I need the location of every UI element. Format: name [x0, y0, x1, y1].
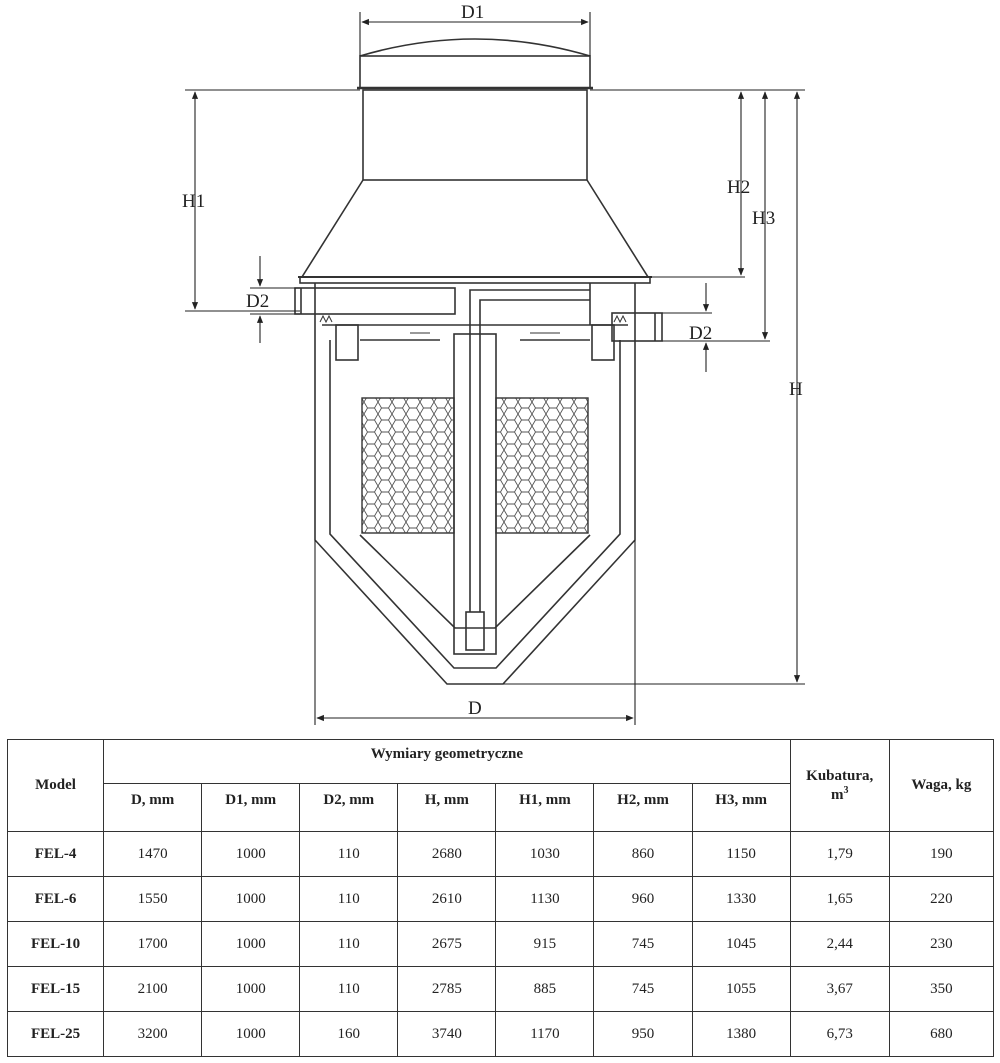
cell-d2: 110: [300, 967, 398, 1012]
cell-h1: 1130: [496, 877, 594, 922]
cell-weight: 230: [889, 922, 993, 967]
cell-d1: 1000: [202, 967, 300, 1012]
header-weight: Waga, kg: [889, 740, 993, 832]
cell-h: 2680: [398, 832, 496, 877]
header-d1: D1, mm: [202, 784, 300, 832]
cell-h2: 950: [594, 1012, 692, 1057]
cell-volume: 1,79: [790, 832, 889, 877]
header-model: Model: [8, 740, 104, 832]
cell-h3: 1150: [692, 832, 790, 877]
header-volume-unit-sup: 3: [843, 784, 849, 796]
cell-weight: 350: [889, 967, 993, 1012]
label-d2-right: D2: [689, 323, 713, 344]
cell-h2: 860: [594, 832, 692, 877]
table-row: [8, 877, 994, 922]
cell-d2: 110: [300, 922, 398, 967]
cell-volume: 2,44: [790, 922, 889, 967]
cell-d1: 1000: [202, 922, 300, 967]
cell-volume: 6,73: [790, 1012, 889, 1057]
cell-model: FEL-4: [8, 832, 104, 877]
header-h3: H3, mm: [692, 784, 790, 832]
cell-d: 2100: [104, 967, 202, 1012]
cell-h1: 1030: [496, 832, 594, 877]
label-h2: H2: [727, 177, 751, 198]
cell-h: 2610: [398, 877, 496, 922]
cell-h3: 1045: [692, 922, 790, 967]
cell-h2: 960: [594, 877, 692, 922]
cell-d1: 1000: [202, 1012, 300, 1057]
label-h3: H3: [752, 208, 776, 229]
cell-d: 3200: [104, 1012, 202, 1057]
cell-h: 3740: [398, 1012, 496, 1057]
table-row: [8, 922, 994, 967]
filter-media-right: [496, 398, 588, 533]
header-h: H, mm: [398, 784, 496, 832]
cell-h3: 1330: [692, 877, 790, 922]
label-d: D: [468, 698, 482, 719]
table-row: [8, 1012, 994, 1057]
dimension-lines: [185, 12, 805, 725]
header-h2: H2, mm: [594, 784, 692, 832]
cell-h3: 1055: [692, 967, 790, 1012]
cell-h2: 745: [594, 967, 692, 1012]
label-d2-left: D2: [246, 291, 270, 312]
cell-volume: 3,67: [790, 967, 889, 1012]
specification-table: [7, 739, 994, 1057]
label-h: H: [789, 379, 803, 400]
header-volume-unit: m: [830, 786, 844, 803]
cell-weight: 680: [889, 1012, 993, 1057]
header-volume-label: Kubatura,: [806, 767, 874, 784]
cell-d: 1550: [104, 877, 202, 922]
cell-model: FEL-25: [8, 1012, 104, 1057]
cell-h1: 1170: [496, 1012, 594, 1057]
table-row: [8, 967, 994, 1012]
header-volume: [790, 740, 889, 832]
cell-h: 2785: [398, 967, 496, 1012]
table-row: [8, 832, 994, 877]
cell-model: FEL-15: [8, 967, 104, 1012]
cell-model: FEL-10: [8, 922, 104, 967]
label-d1: D1: [461, 2, 485, 23]
cell-h1: 915: [496, 922, 594, 967]
cell-d: 1700: [104, 922, 202, 967]
cell-d: 1470: [104, 832, 202, 877]
cell-h3: 1380: [692, 1012, 790, 1057]
cell-weight: 220: [889, 877, 993, 922]
header-h1: H1, mm: [496, 784, 594, 832]
header-d: D, mm: [104, 784, 202, 832]
cell-d2: 110: [300, 877, 398, 922]
header-geometric-dimensions: Wymiary geometryczne: [104, 740, 791, 784]
tank-outline: [295, 39, 662, 684]
cell-d2: 110: [300, 832, 398, 877]
cell-weight: 190: [889, 832, 993, 877]
header-d2: D2, mm: [300, 784, 398, 832]
cell-h: 2675: [398, 922, 496, 967]
cell-h1: 885: [496, 967, 594, 1012]
cell-d1: 1000: [202, 832, 300, 877]
cell-h2: 745: [594, 922, 692, 967]
cell-model: FEL-6: [8, 877, 104, 922]
cell-d2: 160: [300, 1012, 398, 1057]
cell-volume: 1,65: [790, 877, 889, 922]
label-h1: H1: [182, 191, 206, 212]
filter-media-left: [362, 398, 454, 533]
cell-d1: 1000: [202, 877, 300, 922]
